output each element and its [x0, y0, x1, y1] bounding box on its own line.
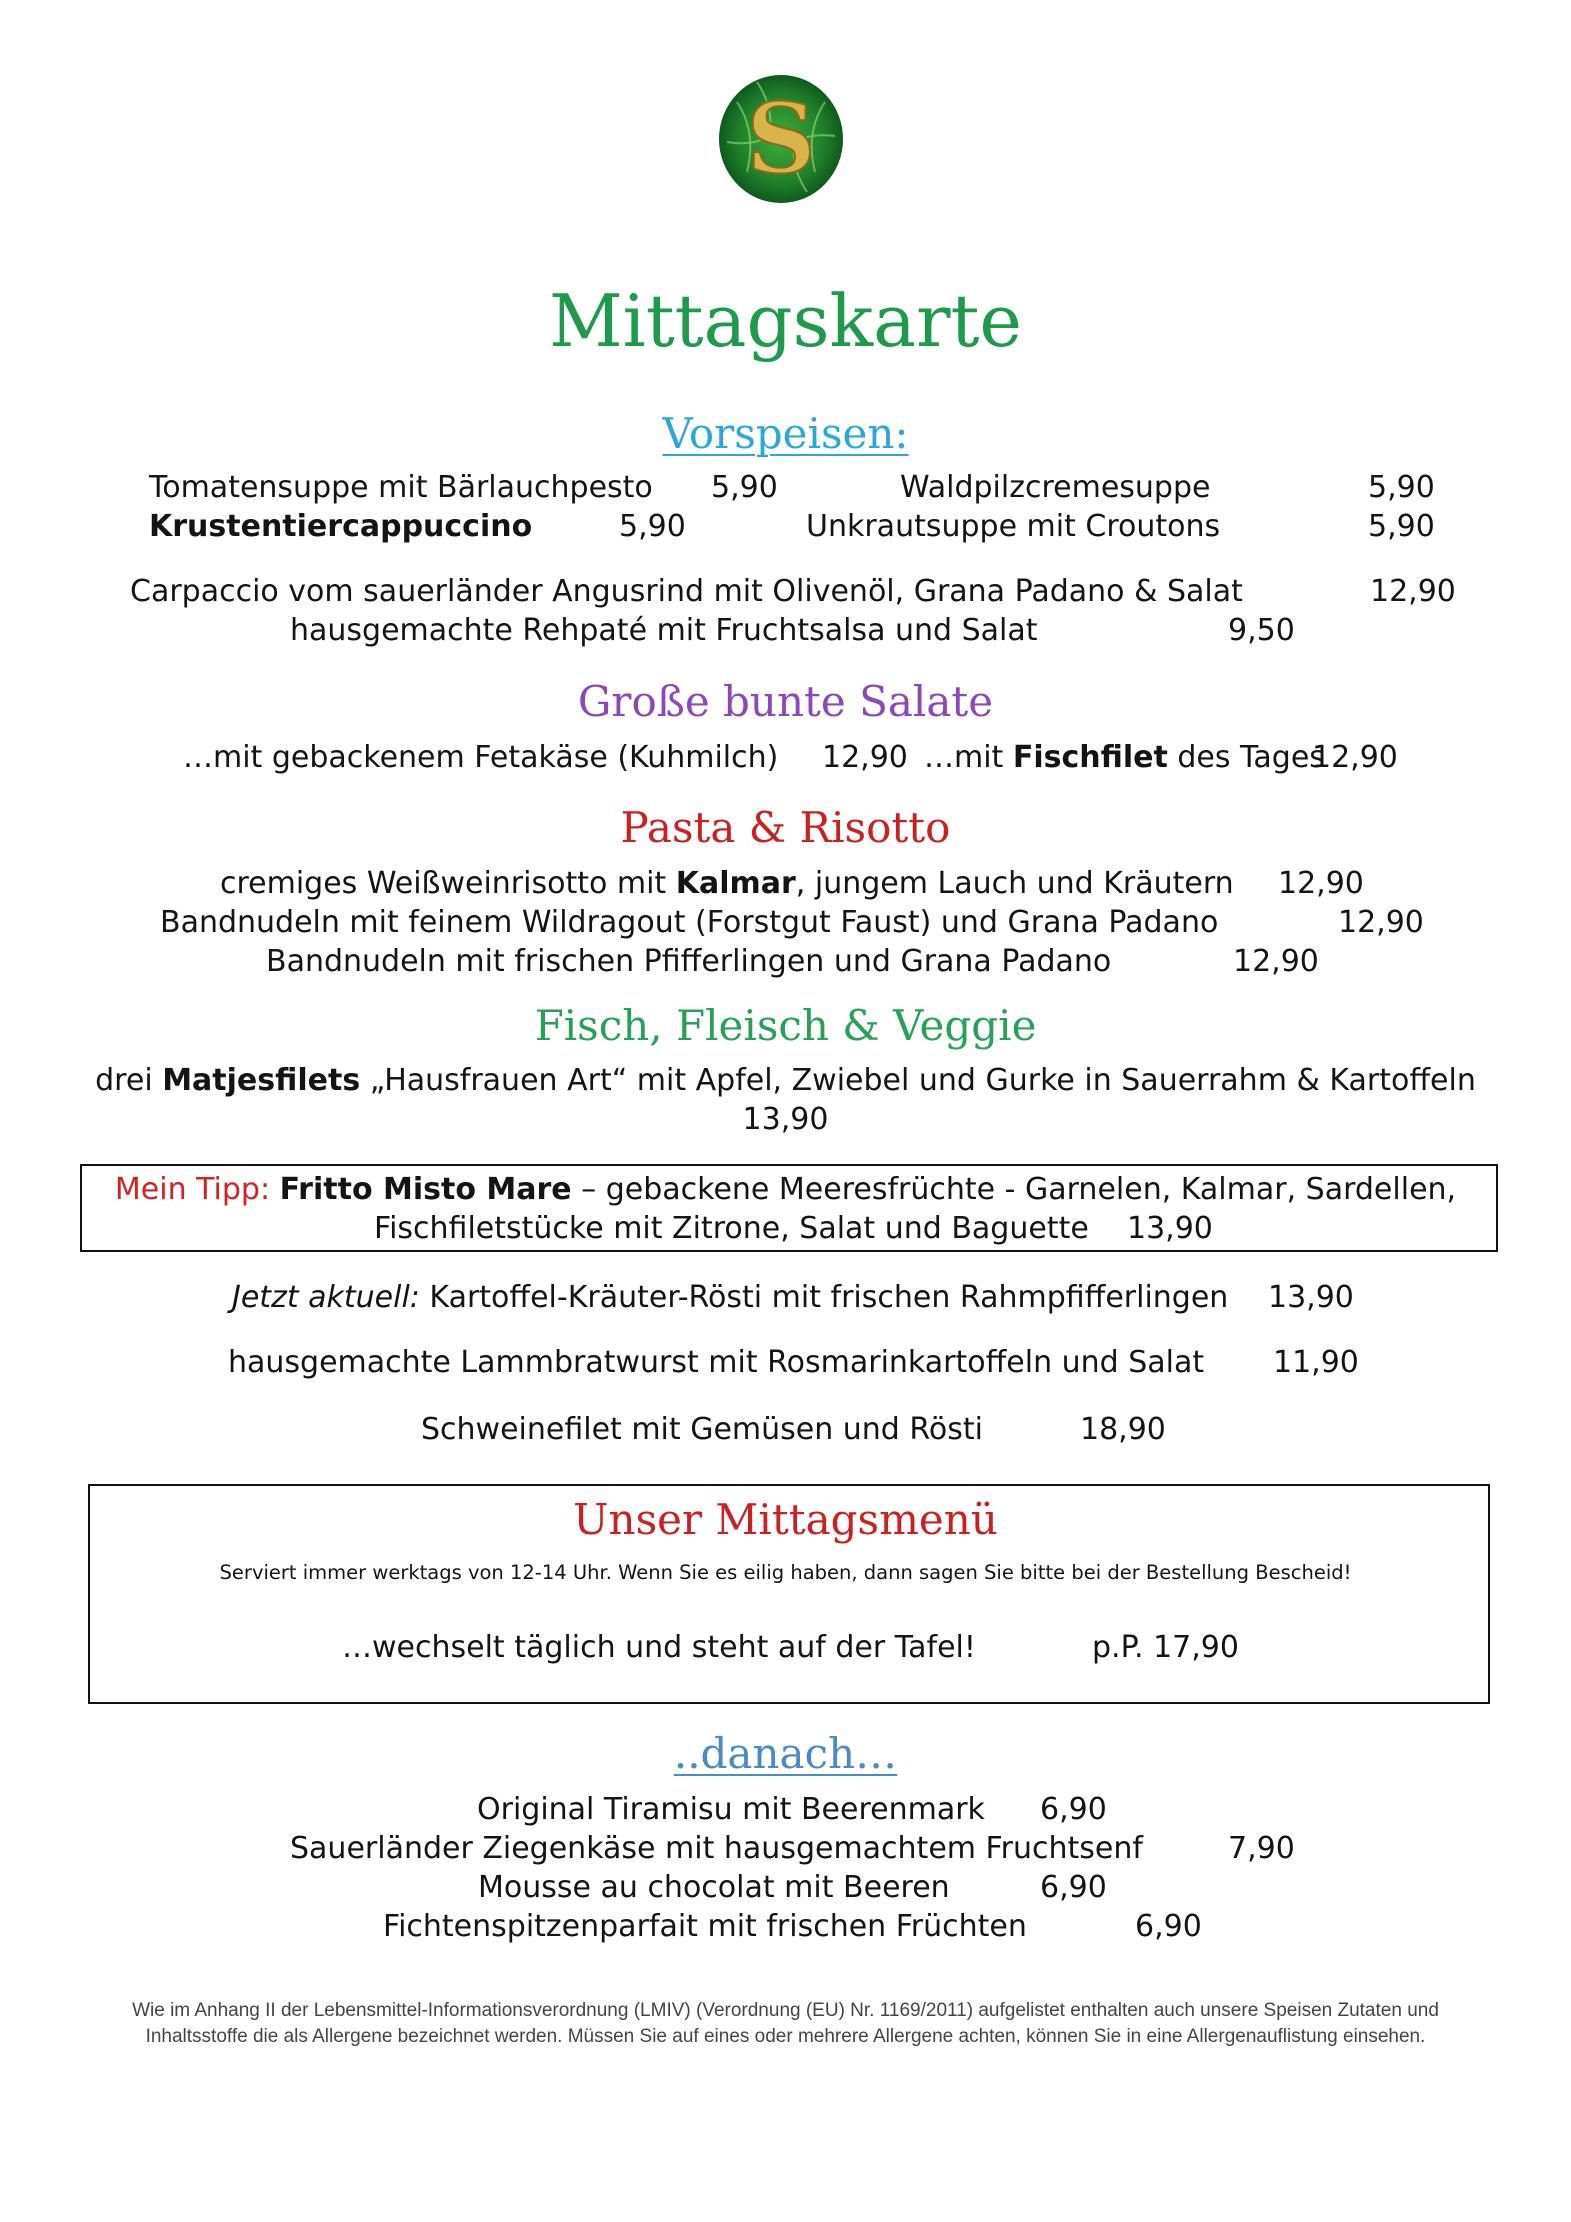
dish-name: hausgemachte Rehpaté mit Fruchtsalsa und Salat	[290, 613, 1038, 648]
dish-price: 12,90	[1338, 905, 1424, 940]
mittagsmenu-price: p.P. 17,90	[1092, 1630, 1239, 1665]
dish-name: Original Tiramisu mit Beerenmark	[477, 1792, 985, 1827]
dish-price: 5,90	[711, 470, 778, 505]
fisch-matjes-price-row	[0, 1100, 1571, 1140]
dish-name: Fichtenspitzenparfait mit frischen Früchten	[383, 1909, 1027, 1944]
vorspeisen-carpaccio	[0, 572, 1571, 612]
tipp-dish: Fritto Misto Mare	[279, 1172, 572, 1207]
dish-price: 11,90	[1273, 1345, 1359, 1380]
dish-name: Schweinefilet mit Gemüsen und Rösti	[421, 1412, 983, 1447]
heading-vorspeisen: Vorspeisen:	[662, 409, 909, 458]
dish-name: Bandnudeln mit feinem Wildragout (Forstgut Faust) und Grana Padano	[160, 905, 1219, 940]
mittagsmenu-text: …wechselt täglich und steht auf der Tafel!	[342, 1630, 976, 1665]
dish-price: 12,90	[1233, 944, 1319, 979]
dish-name: Waldpilzcremesuppe	[900, 470, 1211, 505]
dish-price: 5,90	[619, 509, 686, 544]
dish-name: drei Matjesfilets „Hausfrauen Art“ mit Apfel, Zwiebel und Gurke in Sauerrahm & Kartoffeln	[95, 1063, 1476, 1098]
heading-fisch: Fisch, Fleisch & Veggie	[534, 1001, 1037, 1050]
dish-price: 12,90	[1370, 574, 1456, 609]
vorspeisen-row-2	[0, 507, 1571, 547]
pasta-item	[0, 903, 1571, 943]
logo	[717, 72, 845, 206]
dish-price: 5,90	[1368, 509, 1435, 544]
allergen-note-line-2: Inhaltsstoffe die als Allergene bezeichnet werden. Müssen Sie auf eines oder mehrere Allergene achten, können Sie in eine Allergenauflistung einsehen.	[145, 2026, 1426, 2047]
tipp-text: Fischfiletstücke mit Zitrone, Salat und Baguette	[374, 1211, 1089, 1246]
dish-price: 13,90	[742, 1102, 829, 1137]
aktuell-label: Jetzt aktuell:	[232, 1280, 420, 1315]
dish-price: 7,90	[1228, 1831, 1295, 1866]
dish-price: 13,90	[1268, 1280, 1354, 1315]
dish-name: Mousse au chocolat mit Beeren	[478, 1870, 950, 1905]
allergen-note-line-1: Wie im Anhang II der Lebensmittel-Informationsverordnung (LMIV) (Verordnung (EU) Nr. 1169/2011) aufgelistet enthalten auch unsere Speisen Zutaten und	[132, 2000, 1439, 2021]
dish-price: 18,90	[1080, 1412, 1166, 1447]
dish-price: 9,50	[1228, 613, 1295, 648]
lammbratwurst-row	[0, 1343, 1571, 1383]
dessert-item	[0, 1790, 1571, 1830]
dish-price: 13,90	[1127, 1211, 1213, 1246]
aktuell-row	[0, 1278, 1571, 1318]
heading-pasta: Pasta & Risotto	[620, 803, 951, 852]
dish-name: Bandnudeln mit frischen Pfifferlingen und Grana Padano	[266, 944, 1112, 979]
tipp-text: Mein Tipp: Fritto Misto Mare – gebackene Meeresfrüchte - Garnelen, Kalmar, Sardellen,	[114, 1172, 1457, 1207]
dish-price: 6,90	[1040, 1792, 1107, 1827]
dish-name: Carpaccio vom sauerländer Angusrind mit Olivenöl, Grana Padano & Salat	[130, 574, 1243, 609]
dish-name: Unkrautsuppe mit Croutons	[806, 509, 1221, 544]
heading-salate: Große bunte Salate	[577, 677, 994, 726]
pasta-item	[0, 864, 1571, 904]
salate-row	[0, 738, 1571, 778]
dish-price: 6,90	[1135, 1909, 1202, 1944]
heading-danach: ..danach…	[673, 1729, 898, 1778]
dessert-item	[0, 1868, 1571, 1908]
dish-price: 5,90	[1368, 470, 1435, 505]
dish-name: Sauerländer Ziegenkäse mit hausgemachtem Fruchtsenf	[290, 1831, 1143, 1866]
dish-name: …mit Fischfilet des Tages	[924, 740, 1325, 775]
dish-price: 12,90	[1278, 866, 1364, 901]
dish-name: Tomatensuppe mit Bärlauchpesto	[149, 470, 653, 505]
dish-price: 6,90	[1040, 1870, 1107, 1905]
mittagsmenu-note-row	[0, 1558, 1571, 1588]
tipp-line-2	[0, 1209, 1571, 1249]
heading-mittagsmenu: Unser Mittagsmenü	[573, 1495, 998, 1544]
dish-price: 12,90	[822, 740, 908, 775]
vorspeisen-row-1	[0, 468, 1571, 508]
dish-name: …mit gebackenem Fetakäse (Kuhmilch)	[183, 740, 779, 775]
mittagsmenu-row	[0, 1628, 1571, 1668]
mittagsmenu-note: Serviert immer werktags von 12-14 Uhr. Wenn Sie es eilig haben, dann sagen Sie bitte bei der Bestellung Bescheid!	[219, 1561, 1352, 1584]
schweinefilet-row	[0, 1410, 1571, 1450]
dish-name: hausgemachte Lammbratwurst mit Rosmarinkartoffeln und Salat	[228, 1345, 1205, 1380]
dessert-item	[0, 1829, 1571, 1869]
dish-name: Krustentiercappuccino	[149, 509, 533, 544]
vorspeisen-rehpate	[0, 611, 1571, 651]
pasta-item	[0, 942, 1571, 982]
tipp-line-1	[0, 1170, 1571, 1210]
dish-name: Jetzt aktuell: Kartoffel-Kräuter-Rösti mit frischen Rahmpfifferlingen	[232, 1280, 1229, 1315]
dish-name: cremiges Weißweinrisotto mit Kalmar, jungem Lauch und Kräutern	[220, 866, 1234, 901]
tipp-label: Mein Tipp:	[114, 1172, 280, 1207]
dish-price: 12,90	[1312, 740, 1398, 775]
logo-letter: S	[746, 82, 816, 195]
dessert-item	[0, 1907, 1571, 1947]
fisch-matjes	[0, 1061, 1571, 1101]
page-title: Mittagskarte	[548, 279, 1023, 363]
